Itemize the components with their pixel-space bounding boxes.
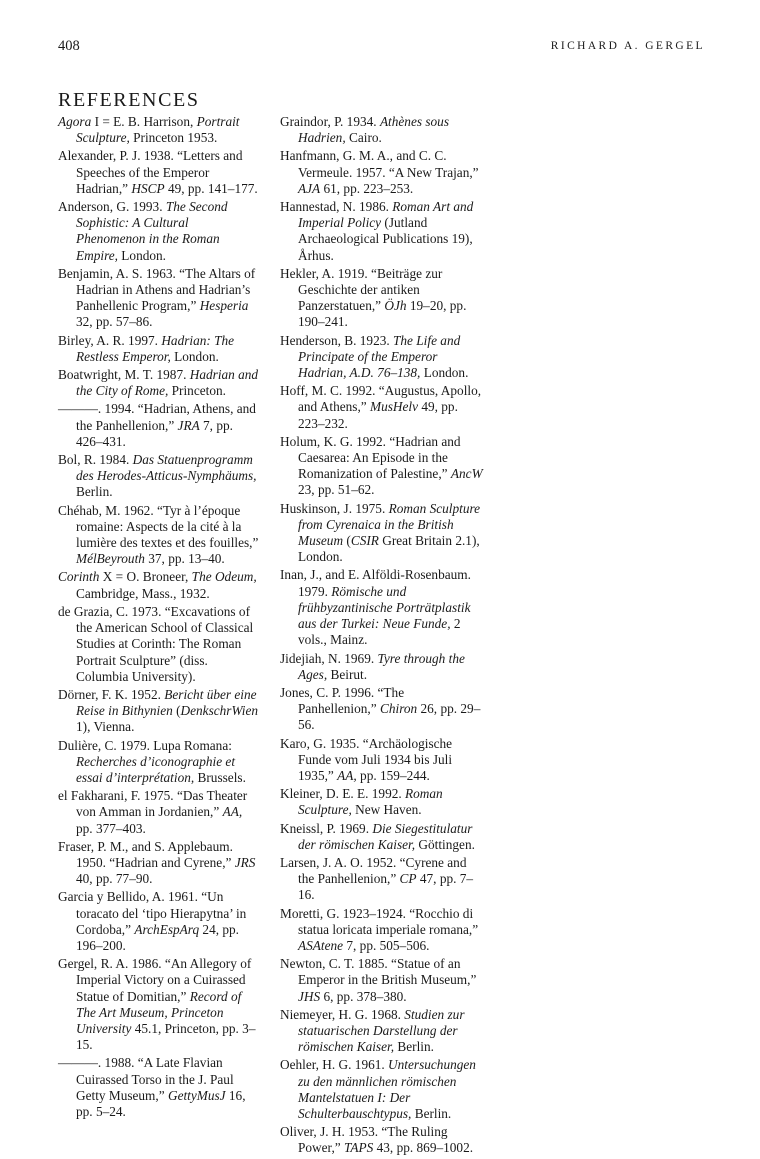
reference-text: The Second Sophistic: A Cultural Phenomenon in the Roman Empire, (76, 199, 228, 263)
reference-entry (280, 383, 484, 432)
reference-entry (280, 685, 484, 734)
reference-text: Kneissl, P. 1969. (280, 820, 373, 836)
reference-text: Bol, R. 1984. (58, 452, 133, 468)
reference-text: Hoff, M. C. 1992. “Augustus, Apollo, and Athens,” (280, 383, 482, 415)
reference-entry (280, 855, 484, 904)
reference-text: Untersuchungen zu den männlichen römischen Mantelstatuen I: Der Schulterbauschtypus, (298, 1057, 476, 1121)
reference-text: 6, pp. 378–380. (320, 988, 407, 1004)
reference-text: Hadrian: The Restless Emperor, (76, 332, 235, 364)
reference-entry (58, 401, 260, 450)
reference-text: Birley, A. R. 1997. (58, 332, 162, 348)
reference-text: I = E. B. Harrison, (91, 114, 197, 129)
reference-entry (280, 956, 484, 1005)
reference-text: Roman Sculpture, (298, 786, 443, 818)
reference-text: ( (343, 533, 351, 549)
reference-text: Alexander, P. J. 1938. “Letters and Speeches of the Emperor Hadrian,” (58, 148, 243, 196)
reference-text: TAPS (344, 1140, 374, 1156)
reference-text: 26, pp. 29–56. (298, 701, 481, 733)
reference-text: Hanfmann, G. M. A., and C. C. Vermeule. 1957. “A New Trajan,” (280, 148, 479, 180)
reference-entry (280, 1057, 484, 1122)
reference-entry (280, 1124, 484, 1156)
reference-text: Tyre through the Ages, (298, 650, 465, 682)
reference-text: 2 vols., Mainz. (298, 616, 461, 648)
reference-text: JRS (234, 854, 256, 870)
reference-text: 49, pp. 141–177. (164, 180, 258, 196)
reference-text: JHS (298, 988, 321, 1004)
reference-text: Hannestad, N. 1986. (280, 199, 393, 215)
reference-text: Oehler, H. G. 1961. (280, 1057, 389, 1073)
reference-text: Hesperia (199, 298, 249, 314)
reference-text: 45.1, Princeton, pp. 3–15. (76, 1020, 256, 1053)
reference-text: 49, pp. 223–232. (298, 399, 458, 431)
reference-entry (280, 567, 484, 648)
reference-text: Beirut. (327, 666, 368, 682)
reference-text: 19–20, pp. 190–241. (298, 298, 467, 330)
reference-text: Hadrian and the City of Rome, (76, 367, 259, 399)
reference-text: ( (172, 703, 181, 719)
reference-text: DenkschrWien (180, 703, 259, 719)
reference-text: 7, pp. 505–506. (343, 937, 430, 953)
reference-text: ArchEspArq (134, 921, 200, 937)
reference-text: Boatwright, M. T. 1987. (58, 367, 190, 383)
reference-text: Römische und frühbyzantinische Porträtplastik aus der Turkei: Neue Funde, (298, 583, 471, 632)
reference-entry (280, 821, 484, 853)
reference-text: GettyMusJ (167, 1087, 226, 1103)
reference-text: CSIR (350, 533, 379, 549)
reference-text: Recherches d’iconographie et essai d’interprétation, (76, 753, 236, 785)
reference-entry (58, 367, 260, 399)
reference-text: Studien zur statuarischen Darstellung der römischen Kaiser, (298, 1006, 465, 1055)
reference-entry (58, 889, 260, 954)
references-column-right (280, 114, 484, 1159)
reference-text: Roman Art and Imperial Policy (298, 199, 474, 231)
reference-entry (58, 266, 260, 331)
reference-text: Chiron (379, 701, 418, 717)
reference-text: JRA (177, 417, 200, 433)
reference-text: ———. 1994. “Hadrian, Athens, and the Panhellenion,” (58, 401, 256, 433)
reference-entry (58, 788, 260, 837)
reference-text: Great Britain 2.1), London. (298, 533, 480, 565)
reference-text: Anderson, G. 1993. (58, 199, 166, 215)
reference-text: Dörner, F. K. 1952. (58, 686, 165, 702)
reference-text: ÖJh (384, 298, 407, 314)
reference-text: ———. 1988. “A Late Flavian Cuirassed Torso in the J. Paul Getty Museum,” (58, 1055, 234, 1103)
reference-text: Princeton. (168, 383, 226, 399)
reference-text: 61, pp. 223–253. (320, 180, 414, 196)
reference-text: Brussels. (194, 769, 246, 785)
references-column-left (58, 114, 260, 1122)
reference-text: Record of The Art Museum, Princeton University (76, 988, 242, 1036)
reference-entry (280, 1007, 484, 1056)
reference-entry (58, 687, 260, 736)
reference-text: Athènes sous Hadrien, (298, 114, 449, 146)
reference-text: Hekler, A. 1919. “Beiträge zur Geschichte der antiken Panzerstatuen,” (280, 265, 443, 314)
reference-text: Das Statuenprogramm des Herodes-Atticus-Nymphäums, (76, 452, 257, 484)
reference-text: AA, (337, 767, 357, 783)
reference-text: Agora (58, 114, 92, 129)
reference-entry (280, 148, 484, 197)
reference-text: AJA (298, 180, 321, 196)
reference-text: Gergel, R. A. 1986. “An Allegory of Imperial Victory on a Cuirassed Statue of Domitian,” (58, 956, 252, 1004)
reference-text: Inan, J., and E. Alföldi-Rosenbaum. 1979. (280, 567, 471, 599)
reference-entry (58, 503, 260, 568)
reference-text: Göttingen. (415, 836, 475, 852)
reference-text: London. (420, 365, 469, 381)
reference-text: Fraser, P. M., and S. Applebaum. 1950. “Hadrian and Cyrene,” (58, 838, 235, 870)
reference-text: Roman Sculpture from Cyrenaica in the British Museum (298, 500, 481, 549)
reference-text: el Fakharani, F. 1975. “Das Theater von Amman in Jordanien,” (58, 788, 248, 820)
reference-text: Henderson, B. 1923. (280, 332, 394, 348)
reference-entry (58, 199, 260, 264)
reference-text: 23, pp. 51–62. (298, 482, 375, 498)
reference-text: AA, (222, 804, 243, 820)
reference-entry (58, 148, 260, 197)
reference-entry (58, 114, 260, 146)
reference-text: Newton, C. T. 1885. “Statue of an Emperor in the British Museum,” (280, 956, 477, 988)
reference-text: 24, pp. 196–200. (76, 921, 239, 953)
reference-text: Bericht über eine Reise in Bithynien (76, 686, 257, 719)
reference-text: Dulière, C. 1979. Lupa Romana: (58, 737, 232, 753)
reference-text: 7, pp. 426–431. (76, 417, 233, 449)
reference-text: Graindor, P. 1934. (280, 114, 380, 129)
reference-text: 43, pp. 869–1002. (373, 1140, 474, 1156)
reference-entry (58, 839, 260, 888)
page-number: 408 (58, 38, 80, 54)
reference-entry (280, 333, 484, 382)
reference-text: Moretti, G. 1923–1924. “Rocchio di statua loricata imperiale romana,” (280, 905, 479, 937)
reference-text: Princeton 1953. (129, 130, 218, 146)
reference-text: Jones, C. P. 1996. “The Panhellenion,” (280, 684, 405, 717)
reference-text: X = O. Broneer, (99, 569, 192, 585)
reference-entry (58, 569, 260, 601)
reference-text: Corinth (58, 569, 100, 585)
reference-text: London. (170, 348, 219, 364)
reference-entry (280, 266, 484, 331)
reference-text: Cairo. (345, 130, 382, 146)
reference-entry (280, 651, 484, 683)
reference-text: 32, pp. 57–86. (76, 314, 153, 330)
reference-text: Portrait Sculpture, (76, 114, 240, 146)
reference-text: Chéhab, M. 1962. “Tyr à l’époque romaine: Aspects de la cité à la lumière des textes et des fouilles,” (58, 502, 259, 551)
reference-entry (280, 114, 484, 146)
reference-entry (58, 333, 260, 365)
reference-text: New Haven. (351, 802, 422, 818)
reference-text: Berlin. (411, 1105, 452, 1121)
reference-text: Niemeyer, H. G. 1968. (280, 1006, 405, 1022)
reference-entry (280, 434, 484, 499)
reference-text: 1), Vienna. (76, 719, 135, 735)
reference-text: Karo, G. 1935. “Archäologische Funde vom Juli 1934 bis Juli 1935,” (280, 735, 453, 783)
reference-text: Berlin. (394, 1039, 434, 1055)
reference-text: London. (117, 247, 166, 263)
reference-text: CP (399, 871, 417, 887)
reference-text: Berlin. (76, 484, 113, 500)
reference-text: Benjamin, A. S. 1963. “The Altars of Hadrian in Athens and Hadrian’s Panhellenic Program,” (58, 265, 256, 314)
running-head: RICHARD A. GERGEL (550, 40, 705, 52)
reference-text: Kleiner, D. E. E. 1992. (280, 786, 406, 802)
reference-text: 47, pp. 7–16. (298, 871, 474, 903)
reference-text: (Jutland Archaeological Publications 19), Århus. (298, 215, 473, 263)
reference-entry (280, 786, 484, 818)
reference-text: de Grazia, C. 1973. “Excavations of the American School of Classical Studies at Corinth: The Roman Portrait Sculpture” (diss. Columbia University). (58, 603, 254, 684)
reference-text: The Life and Principate of the Emperor Hadrian, A.D. 76–138, (298, 332, 461, 381)
reference-text: pp. 377–403. (76, 820, 146, 836)
reference-text: Huskinson, J. 1975. (280, 500, 389, 516)
reference-text: AncW (450, 466, 483, 482)
reference-text: 37, pp. 13–40. (144, 551, 225, 567)
reference-text: 40, pp. 77–90. (76, 871, 153, 887)
reference-entry (280, 736, 484, 785)
reference-entry (58, 738, 260, 787)
reference-text: Garcia y Bellido, A. 1961. “Un toracato del ‘tipo Hierapytna’ in Cordoba,” (58, 889, 247, 937)
reference-text: Holum, K. G. 1992. “Hadrian and Caesarea: An Episode in the Romanization of Palestine,” (280, 433, 461, 482)
reference-text: pp. 159–244. (356, 767, 430, 783)
reference-entry (58, 452, 260, 501)
reference-entry (58, 956, 260, 1053)
reference-text: 16, pp. 5–24. (76, 1087, 246, 1119)
reference-text: Oliver, J. H. 1953. “The Ruling Power,” (280, 1124, 448, 1156)
reference-text: ASAtene (298, 937, 344, 953)
reference-text: MusHelv (370, 399, 419, 415)
reference-entry (280, 199, 484, 264)
reference-entry (58, 1055, 260, 1120)
reference-text: Cambridge, Mass., 1932. (76, 585, 210, 601)
reference-text: The Odeum, (191, 569, 257, 585)
reference-text: HSCP (131, 180, 165, 196)
reference-text: Jidejiah, N. 1969. (280, 650, 378, 666)
reference-entry (280, 906, 484, 955)
section-title: REFERENCES (58, 89, 200, 112)
reference-text: Larsen, J. A. O. 1952. “Cyrene and the Panhellenion,” (280, 854, 467, 887)
reference-text: Die Siegestitulatur der römischen Kaiser, (298, 820, 473, 852)
reference-text: MélBeyrouth (76, 551, 145, 567)
reference-entry (280, 501, 484, 566)
reference-entry (58, 604, 260, 685)
